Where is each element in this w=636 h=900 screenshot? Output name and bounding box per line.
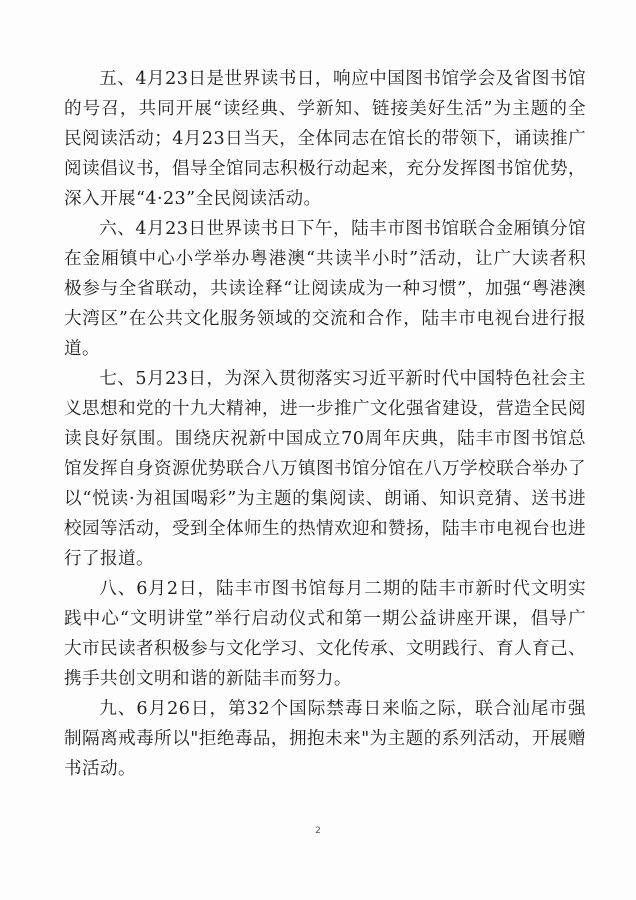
paragraph-item-5: 五、4月23日是世界读书日，响应中国图书馆学会及省图书馆的号召，共同开展“读经典、学新知、链接美好生活”为主题的全民阅读活动；4月23日当天，全体同志在馆长的带领下，诵读推广阅读倡议书，倡导全馆同志积极行动起来，充分发挥图书馆优势，深入开展“4·23”全民阅读活动。	[64, 69, 586, 209]
paragraph-item-8: 八、6月2日，陆丰市图书馆每月二期的陆丰市新时代文明实践中心“文明讲堂”举行启动仪式和第一期公益讲座开课，倡导广大市民读者积极参与文化学习、文化传承、文明践行、育人育己、携手共创文明和谐的新陆丰而努力。	[64, 579, 586, 689]
paragraph-item-6: 六、4月23日世界读书日下午，陆丰市图书馆联合金厢镇分馆在金厢镇中心小学举办粤港澳“共读半小时”活动，让广大读者积极参与全省联动，共读诠释“让阅读成为一种习惯”，加强“粤港澳大湾区”在公共文化服务领域的交流和合作，陆丰市电视台进行报道。	[64, 219, 586, 359]
page-number: 2	[315, 826, 321, 836]
paragraph-item-9: 九、6月26日，第32个国际禁毒日来临之际，联合汕尾市强制隔离戒毒所以"拒绝毒品，拥抱未来"为主题的系列活动，开展赠书活动。	[64, 699, 586, 779]
document-body	[64, 64, 586, 784]
paragraph-item-7: 七、5月23日，为深入贯彻落实习近平新时代中国特色社会主义思想和党的十九大精神，进一步推广文化强省建设，营造全民阅读良好氛围。围绕庆祝新中国成立70周年庆典，陆丰市图书馆总馆发挥自身资源优势联合八万镇图书馆分馆在八万学校联合举办了以“悦读·为祖国喝彩”为主题的集阅读、朗诵、知识竞猜、送书进校园等活动，受到全体师生的热情欢迎和赞扬，陆丰市电视台也进行了报道。	[64, 369, 586, 569]
